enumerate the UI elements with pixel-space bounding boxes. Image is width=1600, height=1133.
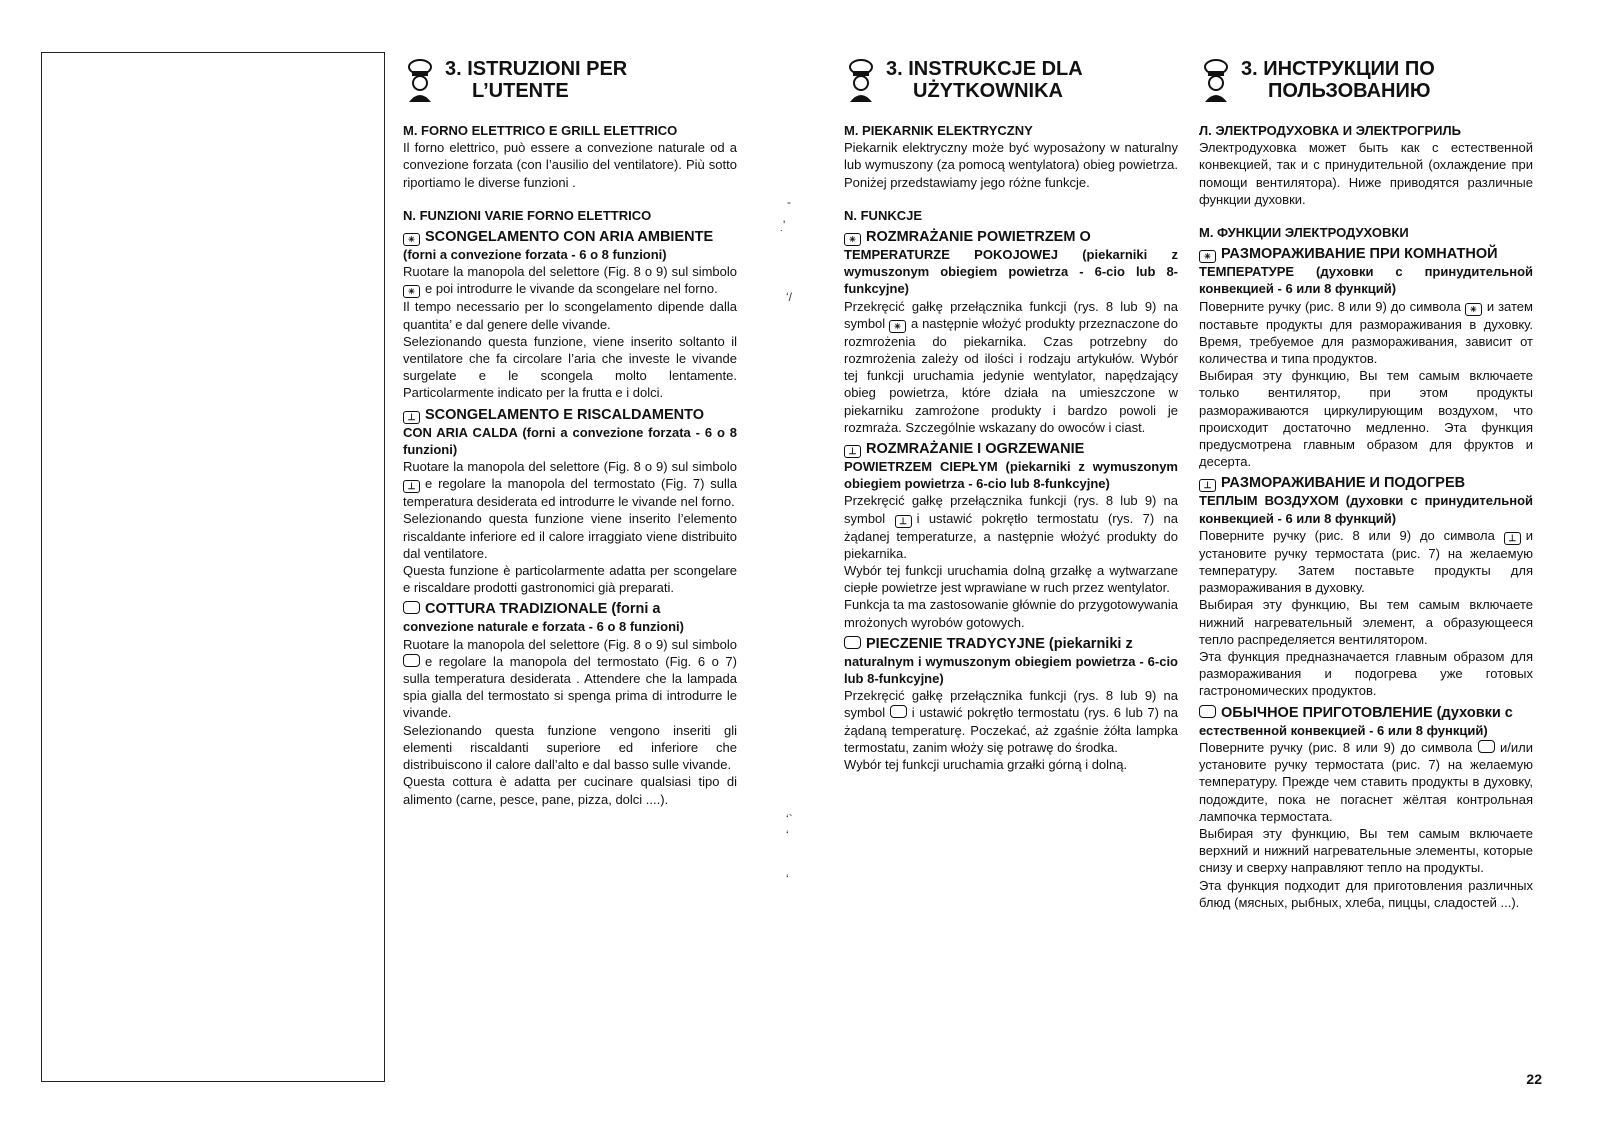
- defrost-heat-icon: [403, 411, 420, 424]
- paragraph: Поверните ручку (рис. 8 или 9) до символа ✳ и затем поставьте продукты для размораживания в духовку. Время, требуемое для размораживания, зависит от количества и типа продуктов.: [1199, 298, 1533, 368]
- function-heading: ✳SCONGELAMENTO CON ARIA AMBIENTE: [403, 229, 737, 246]
- function-subheading: ТЕМПЕРАТУРЕ (духовки с принудительной конвекцией - 6 или 8 функций): [1199, 264, 1533, 297]
- scan-speck: '̣: [783, 218, 786, 232]
- traditional-cooking-icon: [844, 636, 861, 649]
- defrost-heat-icon: [1504, 532, 1521, 545]
- defrost-fan-icon: [403, 233, 420, 246]
- function-heading: ✳ROZMRAŻANIE POWIETRZEM O: [844, 229, 1178, 246]
- scan-speck: ‘/: [786, 290, 792, 304]
- paragraph: Przekręcić gałkę przełącznika funkcji (rys. 8 lub 9) na symbol ⊥ i ustawić pokrętło termostatu (rys. 7) na żądanej temperaturze, a następnie włożyć produkty do piekarnika.: [844, 492, 1178, 562]
- heading-oven-grill: Л. ЭЛЕКТРОДУХОВКА И ЭЛЕКТРОГРИЛЬ: [1199, 123, 1461, 138]
- chef-icon: [844, 58, 878, 104]
- scan-speck: -: [787, 195, 791, 209]
- defrost-fan-icon: [1199, 250, 1216, 263]
- heading-oven-grill: M. FORNO ELETTRICO E GRILL ELETTRICO: [403, 123, 678, 138]
- paragraph: Il tempo necessario per lo scongelamento dipende dalla quantita’ e dal genere delle vivande.: [403, 299, 737, 332]
- defrost-heat-icon: [844, 445, 861, 458]
- paragraph: Поверните ручку (рис. 8 или 9) до символа ⊥ и установите ручку термостата (рис. 7) на желаемую температуру. Затем поставьте продукты для размораживания в духовку.: [1199, 527, 1533, 597]
- paragraph: Przekręcić gałkę przełącznika funkcji (rys. 8 lub 9) na symbol i ustawić pokrętło termostatu (rys. 6 lub 7) na żądaną temperaturę. Poczekać, aż zgaśnie żółta lampka termostatu, zanim włoży się potrawę do środka.: [844, 688, 1178, 755]
- defrost-heat-icon: [895, 515, 912, 528]
- function-subheading: CON ARIA CALDA (forni a convezione forzata - 6 o 8 funzioni): [403, 424, 737, 457]
- section-title: 3. ISTRUZIONI PER L’UTENTE: [445, 58, 628, 102]
- column-italian: [403, 58, 737, 808]
- paragraph: Funkcja ta ma zastosowanie głównie do przygotowywania mrożonych wyrobów gotowych.: [844, 597, 1178, 630]
- function-subheading: ТЕПЛЫМ ВОЗДУХОМ (духовки с принудительной конвекцией - 6 или 8 функций): [1199, 493, 1533, 526]
- scan-speck: ‘`: [786, 812, 793, 826]
- column-russian: [1199, 58, 1533, 911]
- function-heading: ⊥РАЗМОРАЖИВАНИЕ И ПОДОГРЕВ: [1199, 475, 1533, 492]
- section-title: 3. INSTRUKCJE DLA UŻYTKOWNIKA: [886, 58, 1083, 102]
- function-heading: ⊥ROZMRAŻANIE I OGRZEWANIE: [844, 441, 1178, 458]
- heading-oven: M. PIEKARNIK ELEKTRYCZNY: [844, 123, 1033, 138]
- defrost-fan-icon: [844, 233, 861, 246]
- function-heading: ⊥SCONGELAMENTO E RISCALDAMENTO: [403, 407, 737, 424]
- traditional-cooking-icon: [403, 654, 420, 667]
- page-number: 22: [1526, 1071, 1542, 1087]
- function-heading: PIECZENIE TRADYCYJNE (piekarniki z: [844, 636, 1178, 653]
- paragraph: Selezionando questa funzione vengono inseriti gli elementi riscaldanti superiore ed inferiore che distribuiscono il calore dall’alto e dal basso sulle vivande.: [403, 722, 737, 773]
- traditional-cooking-icon: [1199, 705, 1216, 718]
- paragraph: Ruotare la manopola del selettore (Fig. 8 o 9) sul simbolo ⊥e regolare la manopola del termostato (Fig. 7) sulla temperatura desiderata ed introdurre le vivande nel forno.: [403, 458, 737, 510]
- defrost-fan-icon: [403, 285, 420, 298]
- paragraph: Электродуховка может быть как с естественной конвекцией, так и с принудительной (охлаждение при помощи вентилятора). Ниже приводятся различные функции духовки.: [1199, 140, 1533, 207]
- function-subheading: convezione naturale e forzata - 6 o 8 funzioni): [403, 619, 684, 635]
- traditional-cooking-icon: [890, 705, 907, 718]
- section-header: [1199, 58, 1533, 104]
- paragraph: Поверните ручку (рис. 8 или 9) до символа и/или установите ручку термостата (рис. 7) на желаемую температуру. Прежде чем ставить продукты в духовку, подождите, пока не погаснет жёлтая контрольная лампочка термостата.: [1199, 739, 1533, 824]
- blank-panel: [41, 52, 385, 1082]
- function-subheading: POWIETRZEM CIEPŁYM (piekarniki z wymuszonym obiegiem powietrza - 6-cio lub 8-funkcyjne): [844, 459, 1178, 492]
- paragraph: Эта функция предназначается главным образом для размораживания и подогрева уже готовых гастрономических продуктов.: [1199, 649, 1533, 699]
- paragraph: Questa cottura è adatta per cucinare qualsiasi tipo di alimento (carne, pesce, pane, pizza, dolci ....).: [403, 774, 737, 807]
- section-header: [403, 58, 737, 104]
- scan-speck: ‘: [786, 872, 789, 886]
- function-heading: ОБЫЧНОЕ ПРИГОТОВЛЕНИЕ (духовки с: [1199, 705, 1533, 722]
- chef-icon: [403, 58, 437, 104]
- paragraph: Wybór tej funkcji uruchamia dolną grzałkę a wytwarzane ciepłe powietrze jest wprawiane w ruch przez wentylator.: [844, 563, 1178, 596]
- function-heading: ✳РАЗМОРАЖИВАНИЕ ПРИ КОМНАТНОЙ: [1199, 246, 1533, 263]
- paragraph: Selezionando questa funzione viene inserito l’elemento riscaldante inferiore ed il calore irraggiato viene distribuito dal ventilatore.: [403, 511, 737, 561]
- column-polish: [844, 58, 1178, 773]
- function-subheading: TEMPERATURZE POKOJOWEJ (piekarniki z wymuszonym obiegiem powietrza - 6-cio lub 8-funkcyjne): [844, 247, 1178, 297]
- defrost-heat-icon: [1199, 479, 1216, 492]
- paragraph: Выбирая эту функцию, Вы тем самым включаете нижний нагревательный элемент, а образующееся тепло распределяется вентилятором.: [1199, 597, 1533, 647]
- defrost-fan-icon: [889, 320, 906, 333]
- heading-functions: N. FUNKCJE: [844, 207, 923, 223]
- scan-speck: ‘: [786, 828, 789, 842]
- section-header: [844, 58, 1178, 104]
- traditional-cooking-icon: [403, 601, 420, 614]
- paragraph: Выбирая эту функцию, Вы тем самым включаете верхний и нижний нагревательные элементы, которые снизу и сверху направляют тепло на продукты.: [1199, 825, 1533, 876]
- chef-icon: [1199, 58, 1233, 104]
- paragraph: Эта функция подходит для приготовления различных блюд (мясных, рыбных, хлеба, пиццы, сладостей ...).: [1199, 877, 1533, 910]
- paragraph: Ruotare la manopola del selettore (Fig. 8 o 9) sul simbolo ✳e poi introdurre le vivande da scongelare nel forno.: [403, 263, 737, 298]
- paragraph: Questa funzione è particolarmente adatta per scongelare e riscaldare prodotti gastronomici già preparati.: [403, 563, 737, 596]
- heading-oven-functions: М. ФУНКЦИИ ЭЛЕКТРОДУХОВКИ: [1199, 225, 1409, 241]
- function-subheading: naturalnym i wymuszonym obiegiem powietrza - 6-cio lub 8-funkcyjne): [844, 653, 1178, 687]
- paragraph: Выбирая эту функцию, Вы тем самым включаете только вентилятор, при этом продукты размораживаются циркулирующим воздухом, что происходит достаточно медленно. Эта функция предусмотрена главным образом для фруктов и десерта.: [1199, 368, 1533, 470]
- paragraph: Il forno elettrico, può essere a convezione naturale od a convezione forzata (con l’ausilio del ventilatore). Più sotto riportiamo le diverse funzioni .: [403, 140, 737, 190]
- function-subheading: (forni a convezione forzata - 6 o 8 funzioni): [403, 247, 667, 263]
- defrost-fan-icon: [1465, 303, 1482, 316]
- defrost-heat-icon: [403, 480, 420, 493]
- paragraph: Selezionando questa funzione, viene inserito soltanto il ventilatore che fa circolare l’aria che investe le vivande surgelate e le scongela molto lentamente. Particolarmente indicato per la frutta e i dolci.: [403, 333, 737, 401]
- paragraph: Wybór tej funkcji uruchamia grzałki górną i dolną.: [844, 757, 1128, 773]
- traditional-cooking-icon: [1478, 740, 1495, 753]
- function-heading: COTTURA TRADIZIONALE (forni a: [403, 601, 737, 618]
- function-subheading: естественной конвекцией - 6 или 8 функций): [1199, 722, 1488, 738]
- paragraph: Ruotare la manopola del selettore (Fig. 8 o 9) sul simbolo e regolare la manopola del termostato (Fig. 6 o 7) sulla temperatura desiderata . Attendere che la lampada spia gialla del termostato si spenga prima di introdurre le vivande.: [403, 636, 737, 721]
- heading-oven-functions: N. FUNZIONI VARIE FORNO ELETTRICO: [403, 207, 652, 223]
- paragraph: Przekręcić gałkę przełącznika funkcji (rys. 8 lub 9) na symbol ✳ a następnie włożyć produkty przeznaczone do rozmrożenia do piekarnika. Czas potrzebny do rozmrożenia zależy od ilości i rodzaju artykułów. Wybór tej funkcji uruchamia jedynie wentylator, napędzający obieg powietrza, które działa na umieszczone w piekarniku zamrożone produkty i bardzo powoli je rozmraża. Szczególnie wskazany do owoców i ciast.: [844, 298, 1178, 436]
- paragraph: Piekarnik elektryczny może być wyposażony w naturalny lub wymuszony (za pomocą wentylatora) obieg powietrza. Poniżej przedstawiamy jego różne funkcje.: [844, 140, 1178, 190]
- section-title: 3. ИНСТРУКЦИИ ПО ПОЛЬЗОВАНИЮ: [1241, 58, 1435, 102]
